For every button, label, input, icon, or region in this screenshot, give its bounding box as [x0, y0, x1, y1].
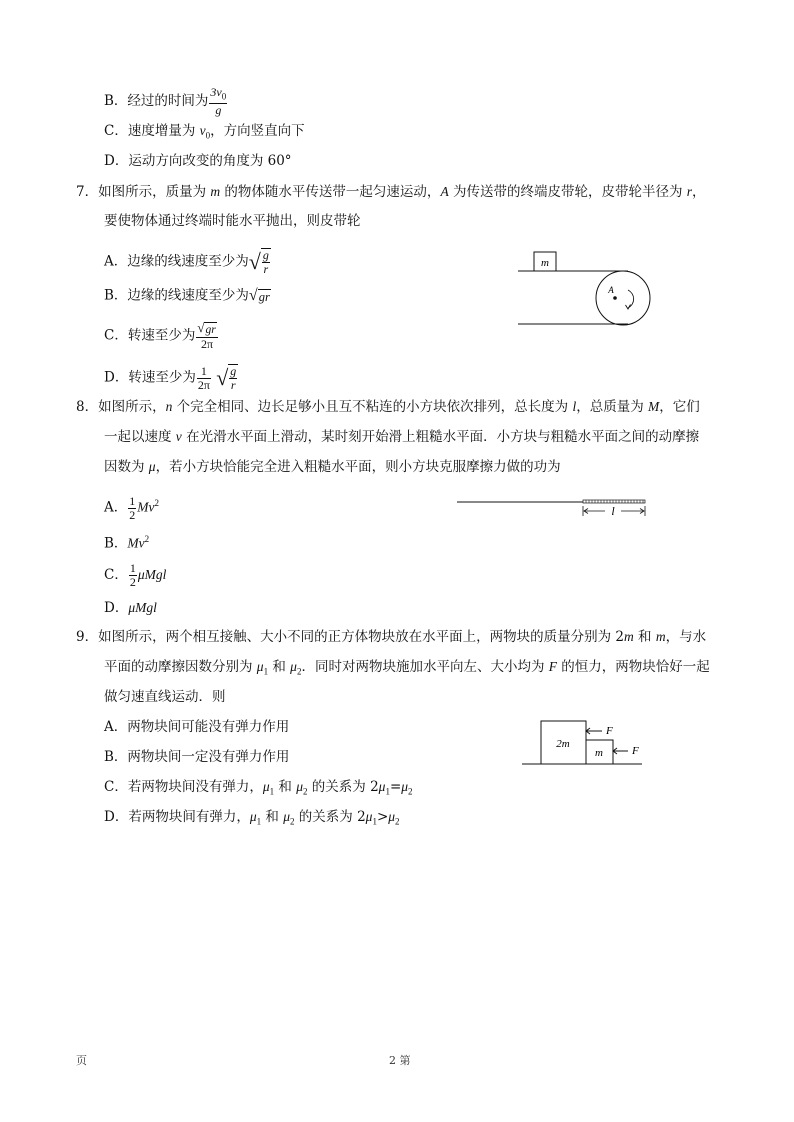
footer-page-number: 2 第	[389, 1054, 411, 1067]
q9-stem-line3: 做匀速直线运动．则	[104, 689, 226, 705]
q6-option-b-fraction: $\frac{3v_0}{g}$	[210, 85, 227, 118]
q8-stem-line3: 因数为 μ，若小方块恰能完全进入粗糙水平面，则小方块克服摩擦力做的功为	[104, 459, 561, 475]
q8-option-d: D．μMgl	[104, 600, 157, 616]
q8-stem-line1: 8．如图所示，n 个完全相同、边长足够小且互不粘连的小方块依次排列，总长度为 l，总质量为 M，它们	[76, 399, 700, 415]
sqrt-expression: √gr	[248, 287, 270, 304]
q8-stem-line2: 一起以速度 v 在光滑水平面上滑动，某时刻开始滑上粗糙水平面．小方块与粗糙水平面之间的动摩擦	[104, 429, 700, 445]
q9-option-c: C．若两物块间没有弹力，$\mu_1$ 和 $\mu_2$ 的关系为 $2\mu_1=\mu_2$	[104, 779, 413, 797]
q9-option-d: D．若两物块间有弹力，$\mu_1$ 和 $\mu_2$ 的关系为 $2\mu_1>\mu_2$	[104, 809, 400, 827]
q6-option-b-text: B．经过的时间为	[104, 93, 209, 110]
q9-number: 9．	[76, 629, 99, 645]
force-label-top: F	[606, 725, 613, 737]
q8-option-c: C． $\frac{1}{2}$ μMgl	[104, 561, 167, 589]
rotation-arrow	[628, 290, 634, 308]
q7-option-d: D．转速至少为 $\frac{1}{2\pi}$ √ $\frac{g}{r}$	[104, 363, 237, 392]
q9-stem-line2: 平面的动摩擦因数分别为 $\mu_1$ 和 $\mu_2$．同时对两物块施加水平向左、大小均为 F 的恒力，两物块恰好一起	[104, 659, 710, 677]
q6-option-b	[104, 86, 228, 117]
q7-stem-line1: 7．如图所示，质量为 m 的物体随水平传送带一起匀速运动，A 为传送带的终端皮带轮，皮带轮半径为 r，	[76, 184, 706, 200]
q6-option-d: D．运动方向改变的角度为 60°	[104, 153, 292, 169]
q7-number: 7．	[76, 184, 99, 200]
sqrt-expression: √ $\frac{g}{r}$	[248, 248, 269, 276]
q7-option-c-fraction: $\frac{√gr}{2\pi}$	[197, 320, 216, 351]
q8-option-a: A． $\frac{1}{2}$ Mv$^2$	[104, 493, 159, 522]
q8-option-b: B．Mv$^2$	[104, 534, 150, 552]
q9-option-b: B．两物块间一定没有弹力作用	[104, 749, 290, 765]
large-block-label: 2m	[556, 738, 570, 750]
q8-number: 8．	[76, 399, 99, 415]
force-label-bottom: F	[632, 745, 639, 757]
sqrt-expression: √ $\frac{g}{r}$	[216, 364, 237, 392]
mass-label: m	[541, 257, 549, 269]
length-label: l	[611, 504, 615, 518]
pulley-label: A	[608, 285, 614, 295]
pulley-center	[613, 296, 617, 300]
q9-option-a: A．两物块间可能没有弹力作用	[104, 719, 290, 735]
q8-surface-figure	[455, 492, 655, 522]
q9-blocks-figure	[520, 716, 650, 768]
footer-left: 页	[76, 1054, 87, 1067]
small-block-label: m	[595, 747, 603, 759]
q6-option-c: C．速度增量为 $v_0$，方向竖直向下	[104, 123, 305, 141]
q7-option-a: A．边缘的线速度至少为√ $\frac{g}{r}$	[104, 248, 269, 276]
q7-option-c: C．转速至少为 $\frac{√gr}{2\pi}$	[104, 320, 216, 351]
q9-stem-line1: 9．如图所示，两个相互接触、大小不同的正方体物块放在水平面上，两物块的质量分别为 2m 和 m，与水	[76, 629, 707, 645]
q7-option-b: B．边缘的线速度至少为√gr	[104, 285, 271, 307]
pulley-wheel	[596, 271, 650, 325]
q7-conveyor-figure	[510, 248, 670, 338]
q7-stem-line2: 要使物体通过终端时能水平抛出，则皮带轮	[104, 213, 361, 229]
